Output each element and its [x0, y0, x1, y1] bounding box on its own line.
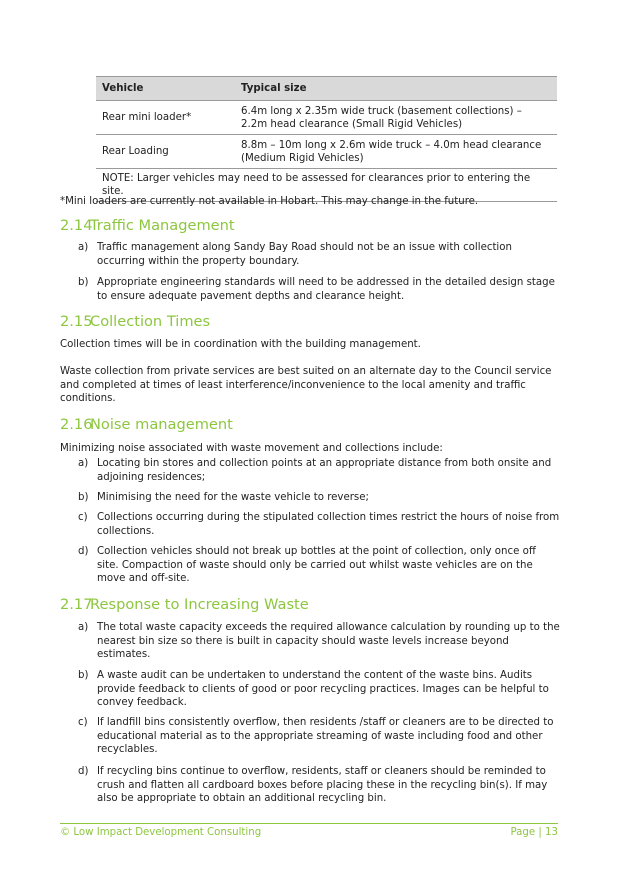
paragraph: Minimizing noise associated with waste movement and collections include: [60, 443, 443, 454]
list-item [78, 457, 560, 484]
table-row [96, 101, 557, 135]
paragraph: Collection times will be in coordination with the building management. [60, 339, 421, 350]
list-marker: a) [78, 242, 89, 253]
list-item-text: Minimising the need for the waste vehicle to reverse; [97, 492, 369, 503]
heading-number: 2.14 [60, 217, 93, 234]
list-item [78, 511, 560, 538]
heading-collection-times [60, 313, 210, 331]
list-item-text: Traffic management along Sandy Bay Road should not be an issue with collection occurring within the property boundary. [97, 242, 512, 267]
heading-number: 2.16 [60, 416, 93, 433]
heading-title: Traffic Management [90, 217, 235, 234]
list-marker: a) [78, 622, 89, 633]
heading-response-to-increasing-waste [60, 596, 309, 614]
list-item-text: If landfill bins consistently overflow, then residents /staff or cleaners are to be directed to educational material as to the appropriate streaming of waste including food and other recyclables. [97, 717, 554, 756]
table-header-vehicle: Vehicle [96, 77, 235, 101]
heading-number: 2.15 [60, 313, 93, 330]
list-item-text: If recycling bins continue to overflow, residents, staff or cleaners should be reminded to crush and flatten all cardboard boxes before placing these in the recycling bin(s). If may also be appropriate to obtain an additional recycling bin. [97, 766, 548, 805]
list-item [78, 716, 560, 757]
list-item [78, 545, 560, 586]
heading-noise-management [60, 416, 233, 434]
heading-number: 2.17 [60, 596, 93, 613]
vehicle-size-table [96, 76, 557, 202]
list-item [78, 621, 560, 662]
list-item [78, 765, 560, 806]
list-item-text: A waste audit can be undertaken to understand the content of the waste bins. Audits provide feedback to clients of good or poor recycling practices. Images can be helpful to convey feedback. [97, 670, 549, 709]
footer-copyright: © Low Impact Development Consulting [60, 827, 262, 838]
heading-title: Response to Increasing Waste [90, 596, 309, 613]
table-note: NOTE: Larger vehicles may need to be assessed for clearances prior to entering the site. [96, 169, 557, 202]
list-item [78, 241, 560, 268]
list-marker: d) [78, 766, 89, 777]
paragraph: Waste collection from private services are best suited on an alternate day to the Council service and completed at times of least interference/inconvenience to the local amenity and traffic conditions. [60, 366, 552, 405]
table-header-size: Typical size [235, 77, 557, 101]
table-cell-size: 8.8m – 10m long x 2.6m wide truck – 4.0m head clearance (Medium Rigid Vehicles) [235, 135, 557, 169]
list-marker: b) [78, 670, 89, 681]
table-row [96, 135, 557, 169]
table-cell-size: 6.4m long x 2.35m wide truck (basement collections) – 2.2m head clearance (Small Rigid Vehicles) [235, 101, 557, 135]
table-header-row [96, 77, 557, 101]
list-marker: a) [78, 458, 89, 469]
list-marker: b) [78, 492, 89, 503]
list-item [78, 491, 560, 505]
footnote: *Mini loaders are currently not available in Hobart. This may change in the future. [60, 196, 479, 207]
heading-traffic-management [60, 217, 235, 235]
table-cell-vehicle: Rear mini loader* [96, 101, 235, 135]
table-cell-vehicle: Rear Loading [96, 135, 235, 169]
list-marker: d) [78, 546, 89, 557]
list-marker: b) [78, 277, 89, 288]
list-item [78, 276, 560, 303]
list-item-text: Appropriate engineering standards will need to be addressed in the detailed design stage to ensure adequate pavement depths and clearance height. [97, 277, 555, 302]
list-marker: c) [78, 717, 88, 728]
heading-title: Collection Times [90, 313, 211, 330]
list-item [78, 669, 560, 710]
list-marker: c) [78, 512, 88, 523]
list-item-text: Locating bin stores and collection points at an appropriate distance from both onsite and adjoining residences; [97, 458, 552, 483]
list-item-text: Collection vehicles should not break up bottles at the point of collection, only once off site. Compaction of waste should only be carried out whilst waste vehicles are on the move and off-site. [97, 546, 536, 585]
footer-divider [60, 823, 558, 824]
footer-page-number: Page | 13 [510, 827, 558, 838]
list-item-text: Collections occurring during the stipulated collection times restrict the hours of noise from collections. [97, 512, 560, 537]
list-item-text: The total waste capacity exceeds the required allowance calculation by rounding up to the nearest bin size so there is built in capacity should waste levels increase beyond estimates. [97, 622, 560, 661]
heading-title: Noise management [90, 416, 233, 433]
